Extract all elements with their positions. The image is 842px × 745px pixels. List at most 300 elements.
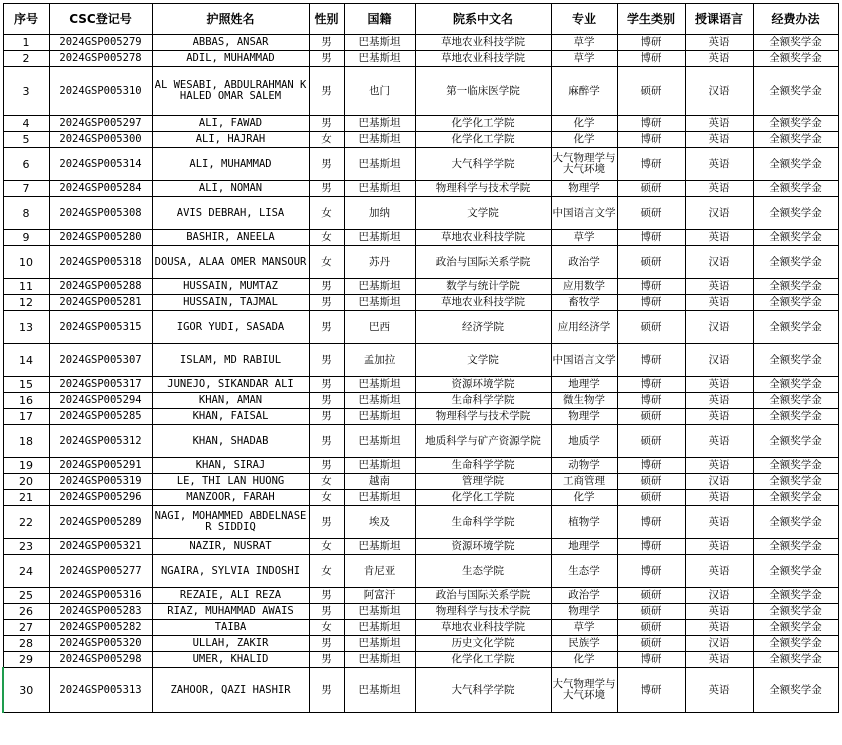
cell-name[interactable]: ISLAM, MD RABIUL [152, 344, 309, 377]
cell-csc[interactable]: 2024GSP005288 [49, 279, 152, 295]
cell-name[interactable]: ALI, HAJRAH [152, 132, 309, 148]
cell-fund[interactable]: 全额奖学金 [753, 490, 838, 506]
cell-no[interactable]: 2 [3, 51, 49, 67]
cell-lang[interactable]: 汉语 [685, 311, 753, 344]
cell-csc[interactable]: 2024GSP005300 [49, 132, 152, 148]
cell-sex[interactable]: 男 [309, 668, 344, 713]
cell-csc[interactable]: 2024GSP005277 [49, 555, 152, 588]
cell-dept[interactable]: 资源环境学院 [415, 377, 551, 393]
table-row[interactable] [3, 393, 838, 409]
cell-sex[interactable]: 女 [309, 197, 344, 230]
cell-dept[interactable]: 物理科学与技术学院 [415, 604, 551, 620]
table-row[interactable] [3, 474, 838, 490]
cell-major[interactable]: 物理学 [551, 409, 617, 425]
cell-lang[interactable]: 英语 [685, 425, 753, 458]
col-header-dept[interactable]: 院系中文名 [415, 4, 551, 35]
cell-country[interactable]: 巴基斯坦 [344, 539, 415, 555]
cell-no[interactable]: 25 [3, 588, 49, 604]
cell-lang[interactable]: 英语 [685, 35, 753, 51]
cell-fund[interactable]: 全额奖学金 [753, 197, 838, 230]
cell-type[interactable]: 硕研 [617, 311, 685, 344]
cell-sex[interactable]: 男 [309, 344, 344, 377]
cell-lang[interactable]: 英语 [685, 279, 753, 295]
cell-type[interactable]: 硕研 [617, 197, 685, 230]
cell-fund[interactable]: 全额奖学金 [753, 458, 838, 474]
cell-lang[interactable]: 英语 [685, 604, 753, 620]
cell-lang[interactable]: 英语 [685, 132, 753, 148]
cell-dept[interactable]: 数学与统计学院 [415, 279, 551, 295]
cell-csc[interactable]: 2024GSP005279 [49, 35, 152, 51]
cell-lang[interactable]: 英语 [685, 490, 753, 506]
cell-country[interactable]: 苏丹 [344, 246, 415, 279]
cell-fund[interactable]: 全额奖学金 [753, 230, 838, 246]
cell-sex[interactable]: 女 [309, 132, 344, 148]
cell-country[interactable]: 巴基斯坦 [344, 490, 415, 506]
cell-dept[interactable]: 草地农业科技学院 [415, 620, 551, 636]
cell-type[interactable]: 博研 [617, 51, 685, 67]
cell-lang[interactable]: 汉语 [685, 474, 753, 490]
col-header-country[interactable]: 国籍 [344, 4, 415, 35]
cell-no[interactable]: 22 [3, 506, 49, 539]
cell-major[interactable]: 草学 [551, 35, 617, 51]
table-row[interactable] [3, 344, 838, 377]
col-header-type[interactable]: 学生类别 [617, 4, 685, 35]
cell-country[interactable]: 巴基斯坦 [344, 35, 415, 51]
cell-major[interactable]: 中国语言文学 [551, 344, 617, 377]
cell-lang[interactable]: 英语 [685, 409, 753, 425]
cell-csc[interactable]: 2024GSP005278 [49, 51, 152, 67]
cell-country[interactable]: 巴基斯坦 [344, 295, 415, 311]
cell-no[interactable]: 4 [3, 116, 49, 132]
cell-major[interactable]: 应用数学 [551, 279, 617, 295]
cell-major[interactable]: 政治学 [551, 588, 617, 604]
cell-type[interactable]: 硕研 [617, 181, 685, 197]
cell-lang[interactable]: 英语 [685, 652, 753, 668]
cell-name[interactable]: ALI, NOMAN [152, 181, 309, 197]
cell-fund[interactable]: 全额奖学金 [753, 652, 838, 668]
cell-csc[interactable]: 2024GSP005289 [49, 506, 152, 539]
cell-major[interactable]: 畜牧学 [551, 295, 617, 311]
cell-lang[interactable]: 汉语 [685, 67, 753, 116]
cell-lang[interactable]: 英语 [685, 668, 753, 713]
cell-csc[interactable]: 2024GSP005281 [49, 295, 152, 311]
cell-sex[interactable]: 男 [309, 393, 344, 409]
cell-csc[interactable]: 2024GSP005291 [49, 458, 152, 474]
cell-type[interactable]: 硕研 [617, 474, 685, 490]
cell-major[interactable]: 大气物理学与大气环境 [551, 148, 617, 181]
cell-lang[interactable]: 汉语 [685, 344, 753, 377]
cell-type[interactable]: 博研 [617, 35, 685, 51]
cell-country[interactable]: 巴基斯坦 [344, 148, 415, 181]
cell-major[interactable]: 地理学 [551, 539, 617, 555]
cell-name[interactable]: RIAZ, MUHAMMAD AWAIS [152, 604, 309, 620]
col-header-fund[interactable]: 经费办法 [753, 4, 838, 35]
col-header-lang[interactable]: 授课语言 [685, 4, 753, 35]
cell-major[interactable]: 地理学 [551, 377, 617, 393]
cell-csc[interactable]: 2024GSP005294 [49, 393, 152, 409]
cell-sex[interactable]: 男 [309, 636, 344, 652]
cell-dept[interactable]: 经济学院 [415, 311, 551, 344]
cell-dept[interactable]: 政治与国际关系学院 [415, 588, 551, 604]
table-row[interactable] [3, 425, 838, 458]
cell-dept[interactable]: 草地农业科技学院 [415, 295, 551, 311]
cell-no[interactable]: 9 [3, 230, 49, 246]
cell-type[interactable]: 博研 [617, 458, 685, 474]
cell-country[interactable]: 巴基斯坦 [344, 230, 415, 246]
cell-type[interactable]: 硕研 [617, 246, 685, 279]
cell-lang[interactable]: 英语 [685, 116, 753, 132]
cell-major[interactable]: 民族学 [551, 636, 617, 652]
cell-no[interactable]: 27 [3, 620, 49, 636]
cell-dept[interactable]: 政治与国际关系学院 [415, 246, 551, 279]
cell-name[interactable]: HUSSAIN, MUMTAZ [152, 279, 309, 295]
cell-dept[interactable]: 文学院 [415, 344, 551, 377]
cell-major[interactable]: 工商管理 [551, 474, 617, 490]
col-header-no[interactable]: 序号 [3, 4, 49, 35]
cell-name[interactable]: KHAN, AMAN [152, 393, 309, 409]
cell-csc[interactable]: 2024GSP005315 [49, 311, 152, 344]
cell-type[interactable]: 硕研 [617, 409, 685, 425]
cell-major[interactable]: 生态学 [551, 555, 617, 588]
cell-name[interactable]: KHAN, SIRAJ [152, 458, 309, 474]
cell-no[interactable]: 12 [3, 295, 49, 311]
cell-dept[interactable]: 草地农业科技学院 [415, 51, 551, 67]
col-header-major[interactable]: 专业 [551, 4, 617, 35]
cell-major[interactable]: 植物学 [551, 506, 617, 539]
cell-csc[interactable]: 2024GSP005310 [49, 67, 152, 116]
cell-country[interactable]: 阿富汗 [344, 588, 415, 604]
cell-dept[interactable]: 第一临床医学院 [415, 67, 551, 116]
cell-lang[interactable]: 汉语 [685, 197, 753, 230]
cell-sex[interactable]: 男 [309, 377, 344, 393]
cell-name[interactable]: ADIL, MUHAMMAD [152, 51, 309, 67]
cell-lang[interactable]: 英语 [685, 295, 753, 311]
cell-major[interactable]: 草学 [551, 620, 617, 636]
table-row[interactable] [3, 295, 838, 311]
cell-lang[interactable]: 英语 [685, 148, 753, 181]
cell-name[interactable]: ALI, MUHAMMAD [152, 148, 309, 181]
cell-name[interactable]: IGOR YUDI, SASADA [152, 311, 309, 344]
cell-fund[interactable]: 全额奖学金 [753, 393, 838, 409]
cell-dept[interactable]: 生命科学学院 [415, 458, 551, 474]
cell-type[interactable]: 博研 [617, 230, 685, 246]
cell-sex[interactable]: 女 [309, 490, 344, 506]
cell-type[interactable]: 博研 [617, 279, 685, 295]
cell-name[interactable]: NAZIR, NUSRAT [152, 539, 309, 555]
cell-dept[interactable]: 草地农业科技学院 [415, 230, 551, 246]
table-row[interactable] [3, 148, 838, 181]
table-row[interactable] [3, 51, 838, 67]
cell-type[interactable]: 博研 [617, 652, 685, 668]
cell-csc[interactable]: 2024GSP005320 [49, 636, 152, 652]
table-row[interactable] [3, 132, 838, 148]
cell-fund[interactable]: 全额奖学金 [753, 67, 838, 116]
cell-lang[interactable]: 英语 [685, 377, 753, 393]
cell-country[interactable]: 巴基斯坦 [344, 116, 415, 132]
cell-country[interactable]: 巴基斯坦 [344, 604, 415, 620]
cell-type[interactable]: 硕研 [617, 67, 685, 116]
table-row[interactable] [3, 652, 838, 668]
table-row[interactable] [3, 588, 838, 604]
cell-name[interactable]: JUNEJO, SIKANDAR ALI [152, 377, 309, 393]
cell-name[interactable]: ALI, FAWAD [152, 116, 309, 132]
cell-csc[interactable]: 2024GSP005296 [49, 490, 152, 506]
cell-fund[interactable]: 全额奖学金 [753, 51, 838, 67]
cell-dept[interactable]: 生态学院 [415, 555, 551, 588]
cell-type[interactable]: 博研 [617, 506, 685, 539]
cell-no[interactable]: 18 [3, 425, 49, 458]
cell-no[interactable]: 30 [3, 668, 49, 713]
cell-name[interactable]: KHAN, FAISAL [152, 409, 309, 425]
cell-fund[interactable]: 全额奖学金 [753, 474, 838, 490]
cell-no[interactable]: 8 [3, 197, 49, 230]
cell-csc[interactable]: 2024GSP005307 [49, 344, 152, 377]
table-row[interactable] [3, 377, 838, 393]
cell-lang[interactable]: 英语 [685, 620, 753, 636]
cell-name[interactable]: LE, THI LAN HUONG [152, 474, 309, 490]
cell-major[interactable]: 动物学 [551, 458, 617, 474]
cell-sex[interactable]: 女 [309, 474, 344, 490]
cell-type[interactable]: 硕研 [617, 588, 685, 604]
cell-name[interactable]: BASHIR, ANEELA [152, 230, 309, 246]
cell-no[interactable]: 5 [3, 132, 49, 148]
cell-type[interactable]: 博研 [617, 132, 685, 148]
cell-country[interactable]: 巴基斯坦 [344, 425, 415, 458]
cell-dept[interactable]: 历史文化学院 [415, 636, 551, 652]
cell-sex[interactable]: 女 [309, 620, 344, 636]
cell-country[interactable]: 巴基斯坦 [344, 636, 415, 652]
col-header-csc[interactable]: CSC登记号 [49, 4, 152, 35]
table-row[interactable] [3, 506, 838, 539]
cell-lang[interactable]: 英语 [685, 393, 753, 409]
cell-lang[interactable]: 英语 [685, 555, 753, 588]
cell-csc[interactable]: 2024GSP005298 [49, 652, 152, 668]
cell-dept[interactable]: 大气科学学院 [415, 148, 551, 181]
table-row[interactable] [3, 604, 838, 620]
cell-fund[interactable]: 全额奖学金 [753, 555, 838, 588]
cell-fund[interactable]: 全额奖学金 [753, 132, 838, 148]
cell-major[interactable]: 化学 [551, 652, 617, 668]
cell-country[interactable]: 加纳 [344, 197, 415, 230]
cell-sex[interactable]: 男 [309, 604, 344, 620]
cell-name[interactable]: ZAHOOR, QAZI HASHIR [152, 668, 309, 713]
cell-sex[interactable]: 女 [309, 539, 344, 555]
table-row[interactable] [3, 116, 838, 132]
cell-name[interactable]: UMER, KHALID [152, 652, 309, 668]
cell-csc[interactable]: 2024GSP005282 [49, 620, 152, 636]
table-row[interactable] [3, 668, 838, 713]
cell-sex[interactable]: 男 [309, 295, 344, 311]
cell-fund[interactable]: 全额奖学金 [753, 377, 838, 393]
cell-sex[interactable]: 男 [309, 181, 344, 197]
cell-dept[interactable]: 物理科学与技术学院 [415, 409, 551, 425]
cell-name[interactable]: NGAIRA, SYLVIA INDOSHI [152, 555, 309, 588]
table-row[interactable] [3, 67, 838, 116]
cell-csc[interactable]: 2024GSP005284 [49, 181, 152, 197]
cell-type[interactable]: 博研 [617, 668, 685, 713]
cell-major[interactable]: 化学 [551, 132, 617, 148]
cell-no[interactable]: 14 [3, 344, 49, 377]
cell-csc[interactable]: 2024GSP005313 [49, 668, 152, 713]
cell-country[interactable]: 巴基斯坦 [344, 668, 415, 713]
cell-dept[interactable]: 生命科学学院 [415, 506, 551, 539]
cell-no[interactable]: 11 [3, 279, 49, 295]
cell-sex[interactable]: 男 [309, 506, 344, 539]
cell-major[interactable]: 物理学 [551, 181, 617, 197]
cell-dept[interactable]: 大气科学学院 [415, 668, 551, 713]
cell-no[interactable]: 15 [3, 377, 49, 393]
cell-name[interactable]: HUSSAIN, TAJMAL [152, 295, 309, 311]
cell-name[interactable]: AL WESABI, ABDULRAHMAN KHALED OMAR SALEM [152, 67, 309, 116]
cell-name[interactable]: ABBAS, ANSAR [152, 35, 309, 51]
cell-sex[interactable]: 男 [309, 652, 344, 668]
cell-sex[interactable]: 男 [309, 311, 344, 344]
cell-major[interactable]: 地质学 [551, 425, 617, 458]
cell-csc[interactable]: 2024GSP005297 [49, 116, 152, 132]
cell-name[interactable]: TAIBA [152, 620, 309, 636]
table-row[interactable] [3, 620, 838, 636]
cell-type[interactable]: 博研 [617, 344, 685, 377]
table-row[interactable] [3, 279, 838, 295]
cell-country[interactable]: 巴基斯坦 [344, 132, 415, 148]
cell-fund[interactable]: 全额奖学金 [753, 148, 838, 181]
cell-lang[interactable]: 英语 [685, 506, 753, 539]
cell-country[interactable]: 巴基斯坦 [344, 181, 415, 197]
cell-fund[interactable]: 全额奖学金 [753, 311, 838, 344]
cell-country[interactable]: 巴基斯坦 [344, 409, 415, 425]
cell-type[interactable]: 硕研 [617, 490, 685, 506]
cell-fund[interactable]: 全额奖学金 [753, 539, 838, 555]
cell-country[interactable]: 巴基斯坦 [344, 51, 415, 67]
cell-type[interactable]: 硕研 [617, 636, 685, 652]
cell-no[interactable]: 19 [3, 458, 49, 474]
cell-csc[interactable]: 2024GSP005285 [49, 409, 152, 425]
cell-no[interactable]: 24 [3, 555, 49, 588]
cell-csc[interactable]: 2024GSP005314 [49, 148, 152, 181]
cell-country[interactable]: 孟加拉 [344, 344, 415, 377]
table-row[interactable] [3, 246, 838, 279]
cell-country[interactable]: 埃及 [344, 506, 415, 539]
cell-csc[interactable]: 2024GSP005312 [49, 425, 152, 458]
cell-country[interactable]: 巴西 [344, 311, 415, 344]
cell-sex[interactable]: 女 [309, 246, 344, 279]
cell-dept[interactable]: 资源环境学院 [415, 539, 551, 555]
table-row[interactable] [3, 230, 838, 246]
cell-lang[interactable]: 汉语 [685, 636, 753, 652]
cell-sex[interactable]: 男 [309, 148, 344, 181]
cell-major[interactable]: 草学 [551, 51, 617, 67]
cell-no[interactable]: 23 [3, 539, 49, 555]
cell-name[interactable]: DOUSA, ALAA OMER MANSOUR [152, 246, 309, 279]
cell-type[interactable]: 博研 [617, 539, 685, 555]
cell-sex[interactable]: 女 [309, 230, 344, 246]
cell-major[interactable]: 化学 [551, 490, 617, 506]
cell-dept[interactable]: 化学化工学院 [415, 116, 551, 132]
cell-dept[interactable]: 生命科学学院 [415, 393, 551, 409]
cell-major[interactable]: 中国语言文学 [551, 197, 617, 230]
cell-lang[interactable]: 英语 [685, 181, 753, 197]
cell-dept[interactable]: 管理学院 [415, 474, 551, 490]
cell-lang[interactable]: 汉语 [685, 588, 753, 604]
col-header-name[interactable]: 护照姓名 [152, 4, 309, 35]
cell-no[interactable]: 29 [3, 652, 49, 668]
cell-fund[interactable]: 全额奖学金 [753, 35, 838, 51]
cell-type[interactable]: 博研 [617, 377, 685, 393]
cell-major[interactable]: 微生物学 [551, 393, 617, 409]
cell-fund[interactable]: 全额奖学金 [753, 246, 838, 279]
cell-fund[interactable]: 全额奖学金 [753, 116, 838, 132]
cell-type[interactable]: 博研 [617, 555, 685, 588]
cell-lang[interactable]: 汉语 [685, 246, 753, 279]
cell-lang[interactable]: 英语 [685, 51, 753, 67]
cell-fund[interactable]: 全额奖学金 [753, 620, 838, 636]
cell-fund[interactable]: 全额奖学金 [753, 636, 838, 652]
cell-type[interactable]: 硕研 [617, 620, 685, 636]
cell-country[interactable]: 巴基斯坦 [344, 377, 415, 393]
cell-country[interactable]: 越南 [344, 474, 415, 490]
cell-name[interactable]: MANZOOR, FARAH [152, 490, 309, 506]
cell-no[interactable]: 28 [3, 636, 49, 652]
table-row[interactable] [3, 197, 838, 230]
table-row[interactable] [3, 311, 838, 344]
cell-type[interactable]: 博研 [617, 116, 685, 132]
cell-csc[interactable]: 2024GSP005280 [49, 230, 152, 246]
cell-fund[interactable]: 全额奖学金 [753, 181, 838, 197]
cell-no[interactable]: 26 [3, 604, 49, 620]
cell-fund[interactable]: 全额奖学金 [753, 279, 838, 295]
cell-fund[interactable]: 全额奖学金 [753, 668, 838, 713]
cell-dept[interactable]: 草地农业科技学院 [415, 35, 551, 51]
cell-type[interactable]: 硕研 [617, 425, 685, 458]
cell-major[interactable]: 化学 [551, 116, 617, 132]
cell-dept[interactable]: 地质科学与矿产资源学院 [415, 425, 551, 458]
cell-no[interactable]: 16 [3, 393, 49, 409]
cell-fund[interactable]: 全额奖学金 [753, 295, 838, 311]
cell-sex[interactable]: 男 [309, 588, 344, 604]
col-header-sex[interactable]: 性别 [309, 4, 344, 35]
table-row[interactable] [3, 539, 838, 555]
cell-type[interactable]: 博研 [617, 148, 685, 181]
cell-csc[interactable]: 2024GSP005319 [49, 474, 152, 490]
cell-name[interactable]: ULLAH, ZAKIR [152, 636, 309, 652]
cell-lang[interactable]: 英语 [685, 458, 753, 474]
cell-fund[interactable]: 全额奖学金 [753, 425, 838, 458]
cell-csc[interactable]: 2024GSP005317 [49, 377, 152, 393]
cell-major[interactable]: 草学 [551, 230, 617, 246]
cell-sex[interactable]: 男 [309, 67, 344, 116]
cell-major[interactable]: 应用经济学 [551, 311, 617, 344]
cell-csc[interactable]: 2024GSP005283 [49, 604, 152, 620]
cell-name[interactable]: NAGI, MOHAMMED ABDELNASER SIDDIQ [152, 506, 309, 539]
cell-sex[interactable]: 男 [309, 458, 344, 474]
cell-no[interactable]: 3 [3, 67, 49, 116]
cell-lang[interactable]: 英语 [685, 230, 753, 246]
cell-sex[interactable]: 男 [309, 116, 344, 132]
cell-major[interactable]: 政治学 [551, 246, 617, 279]
table-row[interactable] [3, 555, 838, 588]
cell-sex[interactable]: 男 [309, 51, 344, 67]
table-row[interactable] [3, 35, 838, 51]
cell-dept[interactable]: 物理科学与技术学院 [415, 181, 551, 197]
cell-sex[interactable]: 男 [309, 279, 344, 295]
cell-country[interactable]: 巴基斯坦 [344, 279, 415, 295]
cell-dept[interactable]: 化学化工学院 [415, 490, 551, 506]
cell-country[interactable]: 巴基斯坦 [344, 458, 415, 474]
cell-sex[interactable]: 女 [309, 555, 344, 588]
cell-no[interactable]: 10 [3, 246, 49, 279]
cell-no[interactable]: 13 [3, 311, 49, 344]
cell-no[interactable]: 20 [3, 474, 49, 490]
